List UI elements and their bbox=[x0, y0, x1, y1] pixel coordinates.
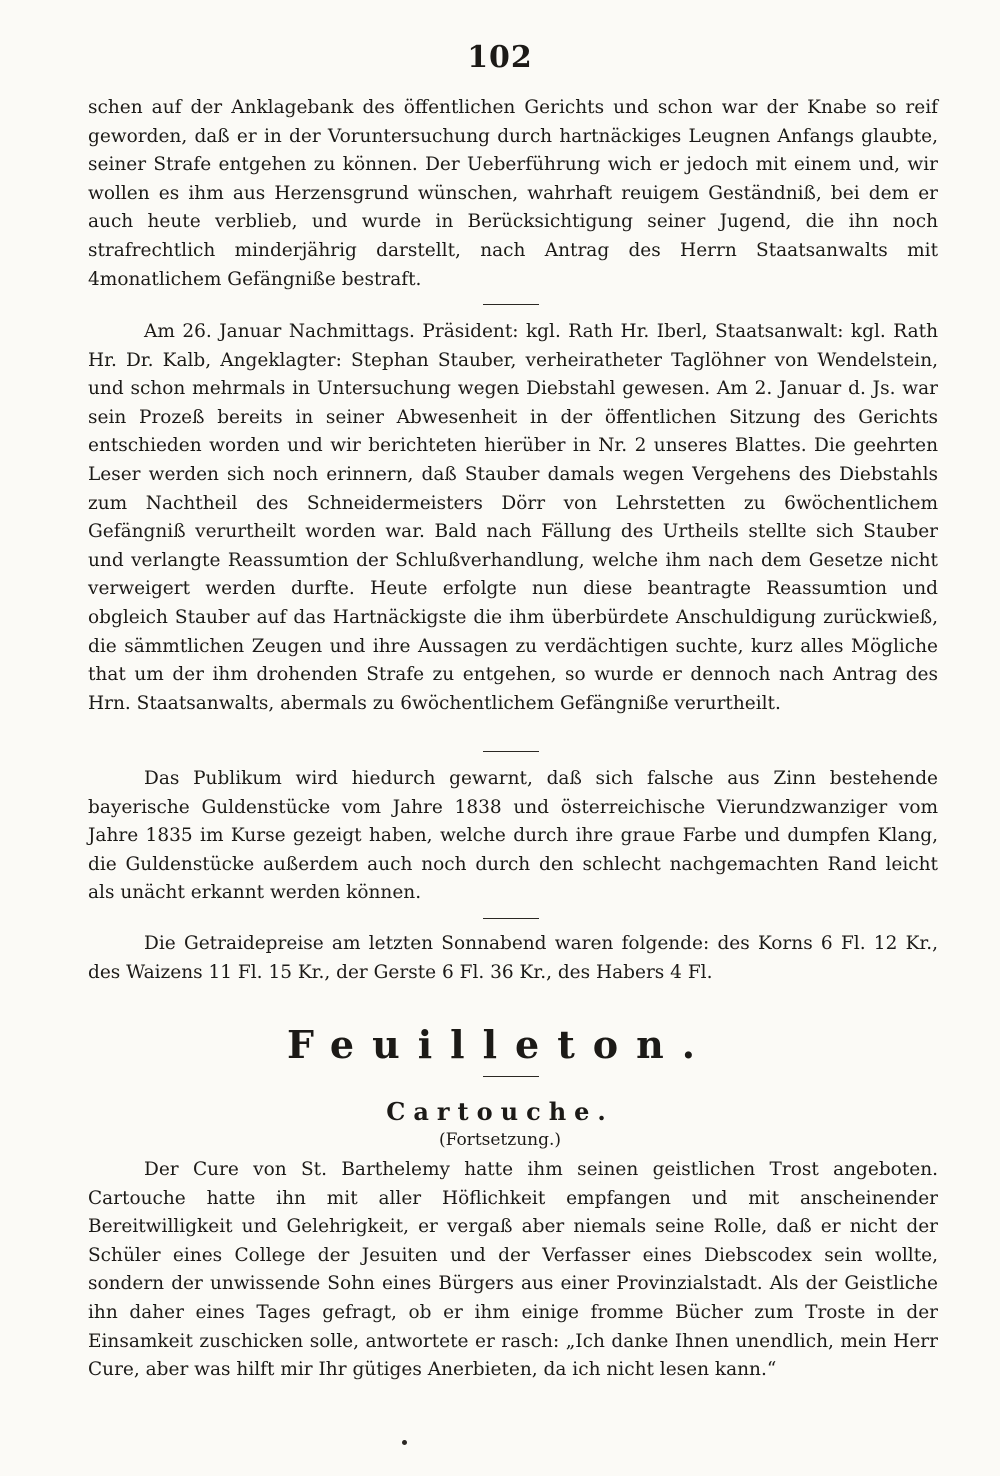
story-text: Der Cure von St. Barthelemy hatte ihm seinen geistlichen Trost angeboten. Cartouche hatte ihn mit aller Höflichkeit empfangen und mit anscheinender Bereitwilligkeit und Gelehrigkeit, er vergaß aber niemals seine Rolle, daß er nicht der Schüler eines College der Jesuiten und der Verfasser eines Diebscodex sein wollte, sondern der unwissende Sohn eines Bürgers aus einer Provinzialstadt. Als der Geistliche ihn daher eines Tages gefragt, ob er ihm einige fromme Bücher zum Troste in der Einsamkeit zuschicken solle, antwortete er rasch: „Ich danke Ihnen unendlich, mein Herr Cure, aber was hilft mir Ihr gütiges Anerbieten, da ich nicht lesen kann.“ bbox=[88, 1159, 938, 1381]
story-title: Cartouche. bbox=[386, 1097, 614, 1126]
story-continuation-note: (Fortsetzung.) bbox=[438, 1130, 562, 1150]
printing-dot bbox=[402, 1440, 407, 1445]
counterfeit-warning: Das Publikum wird hiedurch gewarnt, daß sich falsche aus Zinn bestehende bayerische Guldenstücke vom Jahre 1838 und österreichische Vierundzwanziger vom Jahre 1835 im Kurse gezeigt haben, welche durch ihre graue Farbe und dumpfen Klang, die Guldenstücke außerdem auch noch durch den schlecht nachgemachten Rand leicht als unächt erkannt werden können. bbox=[88, 768, 938, 904]
section-divider bbox=[483, 918, 539, 919]
section-divider bbox=[483, 1076, 539, 1077]
grain-prices: Die Getraidepreise am letzten Sonnabend waren folgende: des Korns 6 Fl. 12 Kr., des Waizens 11 Fl. 15 Kr., der Gerste 6 Fl. 36 Kr., des Habers 4 Fl. bbox=[88, 933, 938, 983]
court-report-continuation: schen auf der Anklagebank des öffentlichen Gerichts und schon war der Knabe so reif geworden, daß er in der Voruntersuchung durch hartnäckiges Leugnen Anfangs glaubte, seiner Strafe entgehen zu können. Der Ueberführung wich er jedoch mit einem und, wir wollen es ihm aus Herzensgrund wünschen, wahrhaft reuigem Geständniß, bei dem er auch heute verblieb, und wurde in Berücksichtigung seiner Jugend, die ihn noch strafrechtlich minderjährig darstellt, nach Antrag des Herrn Staatsanwalts mit 4monatlichem Gefängniße bestraft. bbox=[88, 97, 938, 290]
court-report-stauber: Am 26. Januar Nachmittags. Präsident: kgl. Rath Hr. Iberl, Staatsanwalt: kgl. Rath Hr. Dr. Kalb, Angeklagter: Stephan Stauber, verheiratheter Taglöhner von Wendelstein, und schon mehrmals in Untersuchung wegen Diebstahl gewesen. Am 2. Januar d. Js. war sein Prozeß bereits in seiner Abwesenheit in der öffentlichen Sitzung des Gerichts entschieden worden und wir berichteten hierüber in Nr. 2 unseres Blattes. Die geehrten Leser werden sich noch erinnern, daß Stauber damals wegen Vergehens des Diebstahls zum Nachtheil des Schneidermeisters Dörr von Lehrstetten zu 6wöchentlichem Gefängniß verurtheilt worden war. Bald nach Fällung des Urtheils stellte sich Stauber und verlangte Reassumtion der Schlußverhandlung, welche ihm nach dem Gesetze nicht verweigert werden durfte. Heute erfolgte nun diese beantragte Reassumtion und obgleich Stauber auf das Hartnäckigste die ihm überbürdete Anschuldigung zurückwieß, die sämmtlichen Zeugen und ihre Aussagen zu verdächtigen suchte, kurz alles Mögliche that um der ihm drohenden Strafe zu entgehen, so wurde er dennoch nach Antrag des Hrn. Staatsanwalts, abermals zu 6wöchentlichem Gefängniße verurtheilt. bbox=[88, 321, 938, 714]
page-number: 102 bbox=[467, 40, 533, 75]
section-divider bbox=[483, 304, 539, 305]
feuilleton-heading: Feuilleton. bbox=[287, 1022, 713, 1067]
section-divider bbox=[483, 751, 539, 752]
